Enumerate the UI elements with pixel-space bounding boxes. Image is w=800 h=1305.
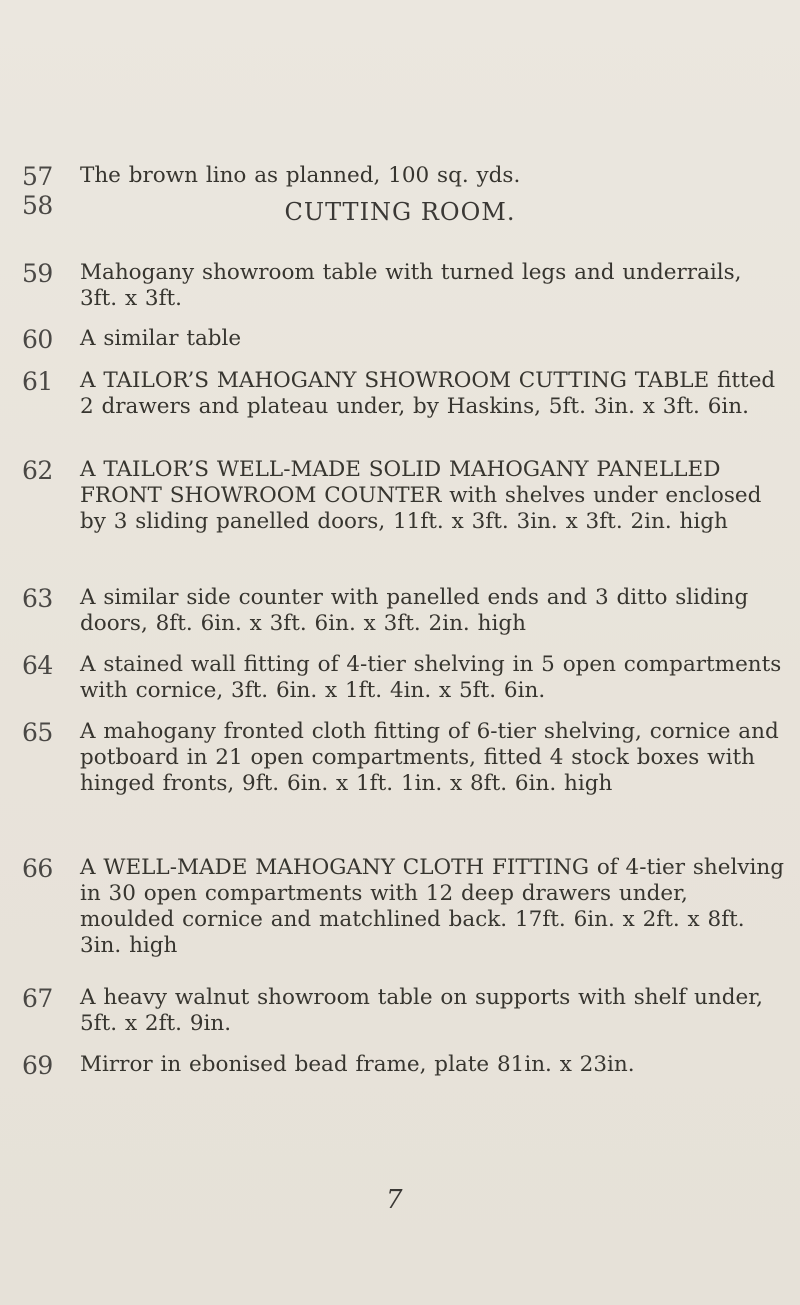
lot-description: A WELL-MADE MAHOGANY CLOTH FITTING of 4-tier shelving in 30 open compartments with 12 deep drawers under, moulded cornice and matchlined back. 17ft. 6in. x 2ft. x 8ft. 3in. high — [80, 855, 784, 958]
lot-number: 66 — [22, 854, 53, 883]
lot-number: 59 — [22, 259, 53, 288]
lot-description: A similar table — [80, 326, 242, 351]
lot-description: A mahogany fronted cloth fitting of 6-tier shelving, cornice and potboard in 21 open compartments, fitted 4 stock boxes with hinged fronts, 9ft. 6in. x 1ft. 1in. x 8ft. 6in. high — [80, 719, 779, 796]
lot-description: Mirror in ebonised bead frame, plate 81in. x 23in. — [80, 1052, 635, 1077]
lot-number: 62 — [22, 456, 53, 485]
lot-description: The brown lino as planned, 100 sq. yds. — [80, 163, 521, 188]
lot-description: A heavy walnut showroom table on supports with shelf under, 5ft. x 2ft. 9in. — [80, 985, 763, 1036]
lot-number: 65 — [22, 718, 53, 747]
lot-description: Mahogany showroom table with turned legs and underrails, 3ft. x 3ft. — [80, 260, 742, 311]
lot-description: A similar side counter with panelled ends and 3 ditto sliding doors, 8ft. 6in. x 3ft. 6in. x 3ft. 2in. high — [80, 585, 749, 636]
lot-description: A TAILOR’S WELL-MADE SOLID MAHOGANY PANELLED FRONT SHOWROOM COUNTER with shelves under enclosed by 3 sliding panelled doors, 11ft. x 3ft. 3in. x 3ft. 2in. high — [80, 457, 762, 534]
lot-number: 69 — [22, 1051, 53, 1080]
lot-number: 60 — [22, 325, 53, 354]
lot-number: 57 — [22, 162, 53, 191]
page-number: 7 — [386, 1185, 403, 1215]
lot-number: 64 — [22, 651, 53, 680]
lot-description: A TAILOR’S MAHOGANY SHOWROOM CUTTING TABLE fitted 2 drawers and plateau under, by Haskins, 5ft. 3in. x 3ft. 6in. — [80, 368, 776, 419]
lot-number: 58 — [22, 191, 53, 220]
section-heading: CUTTING ROOM. — [284, 198, 516, 226]
lot-number: 63 — [22, 584, 53, 613]
lot-number: 61 — [22, 367, 53, 396]
lot-number: 67 — [22, 984, 53, 1013]
lot-description: A stained wall fitting of 4-tier shelving in 5 open compartments with cornice, 3ft. 6in. x 1ft. 4in. x 5ft. 6in. — [80, 652, 782, 703]
